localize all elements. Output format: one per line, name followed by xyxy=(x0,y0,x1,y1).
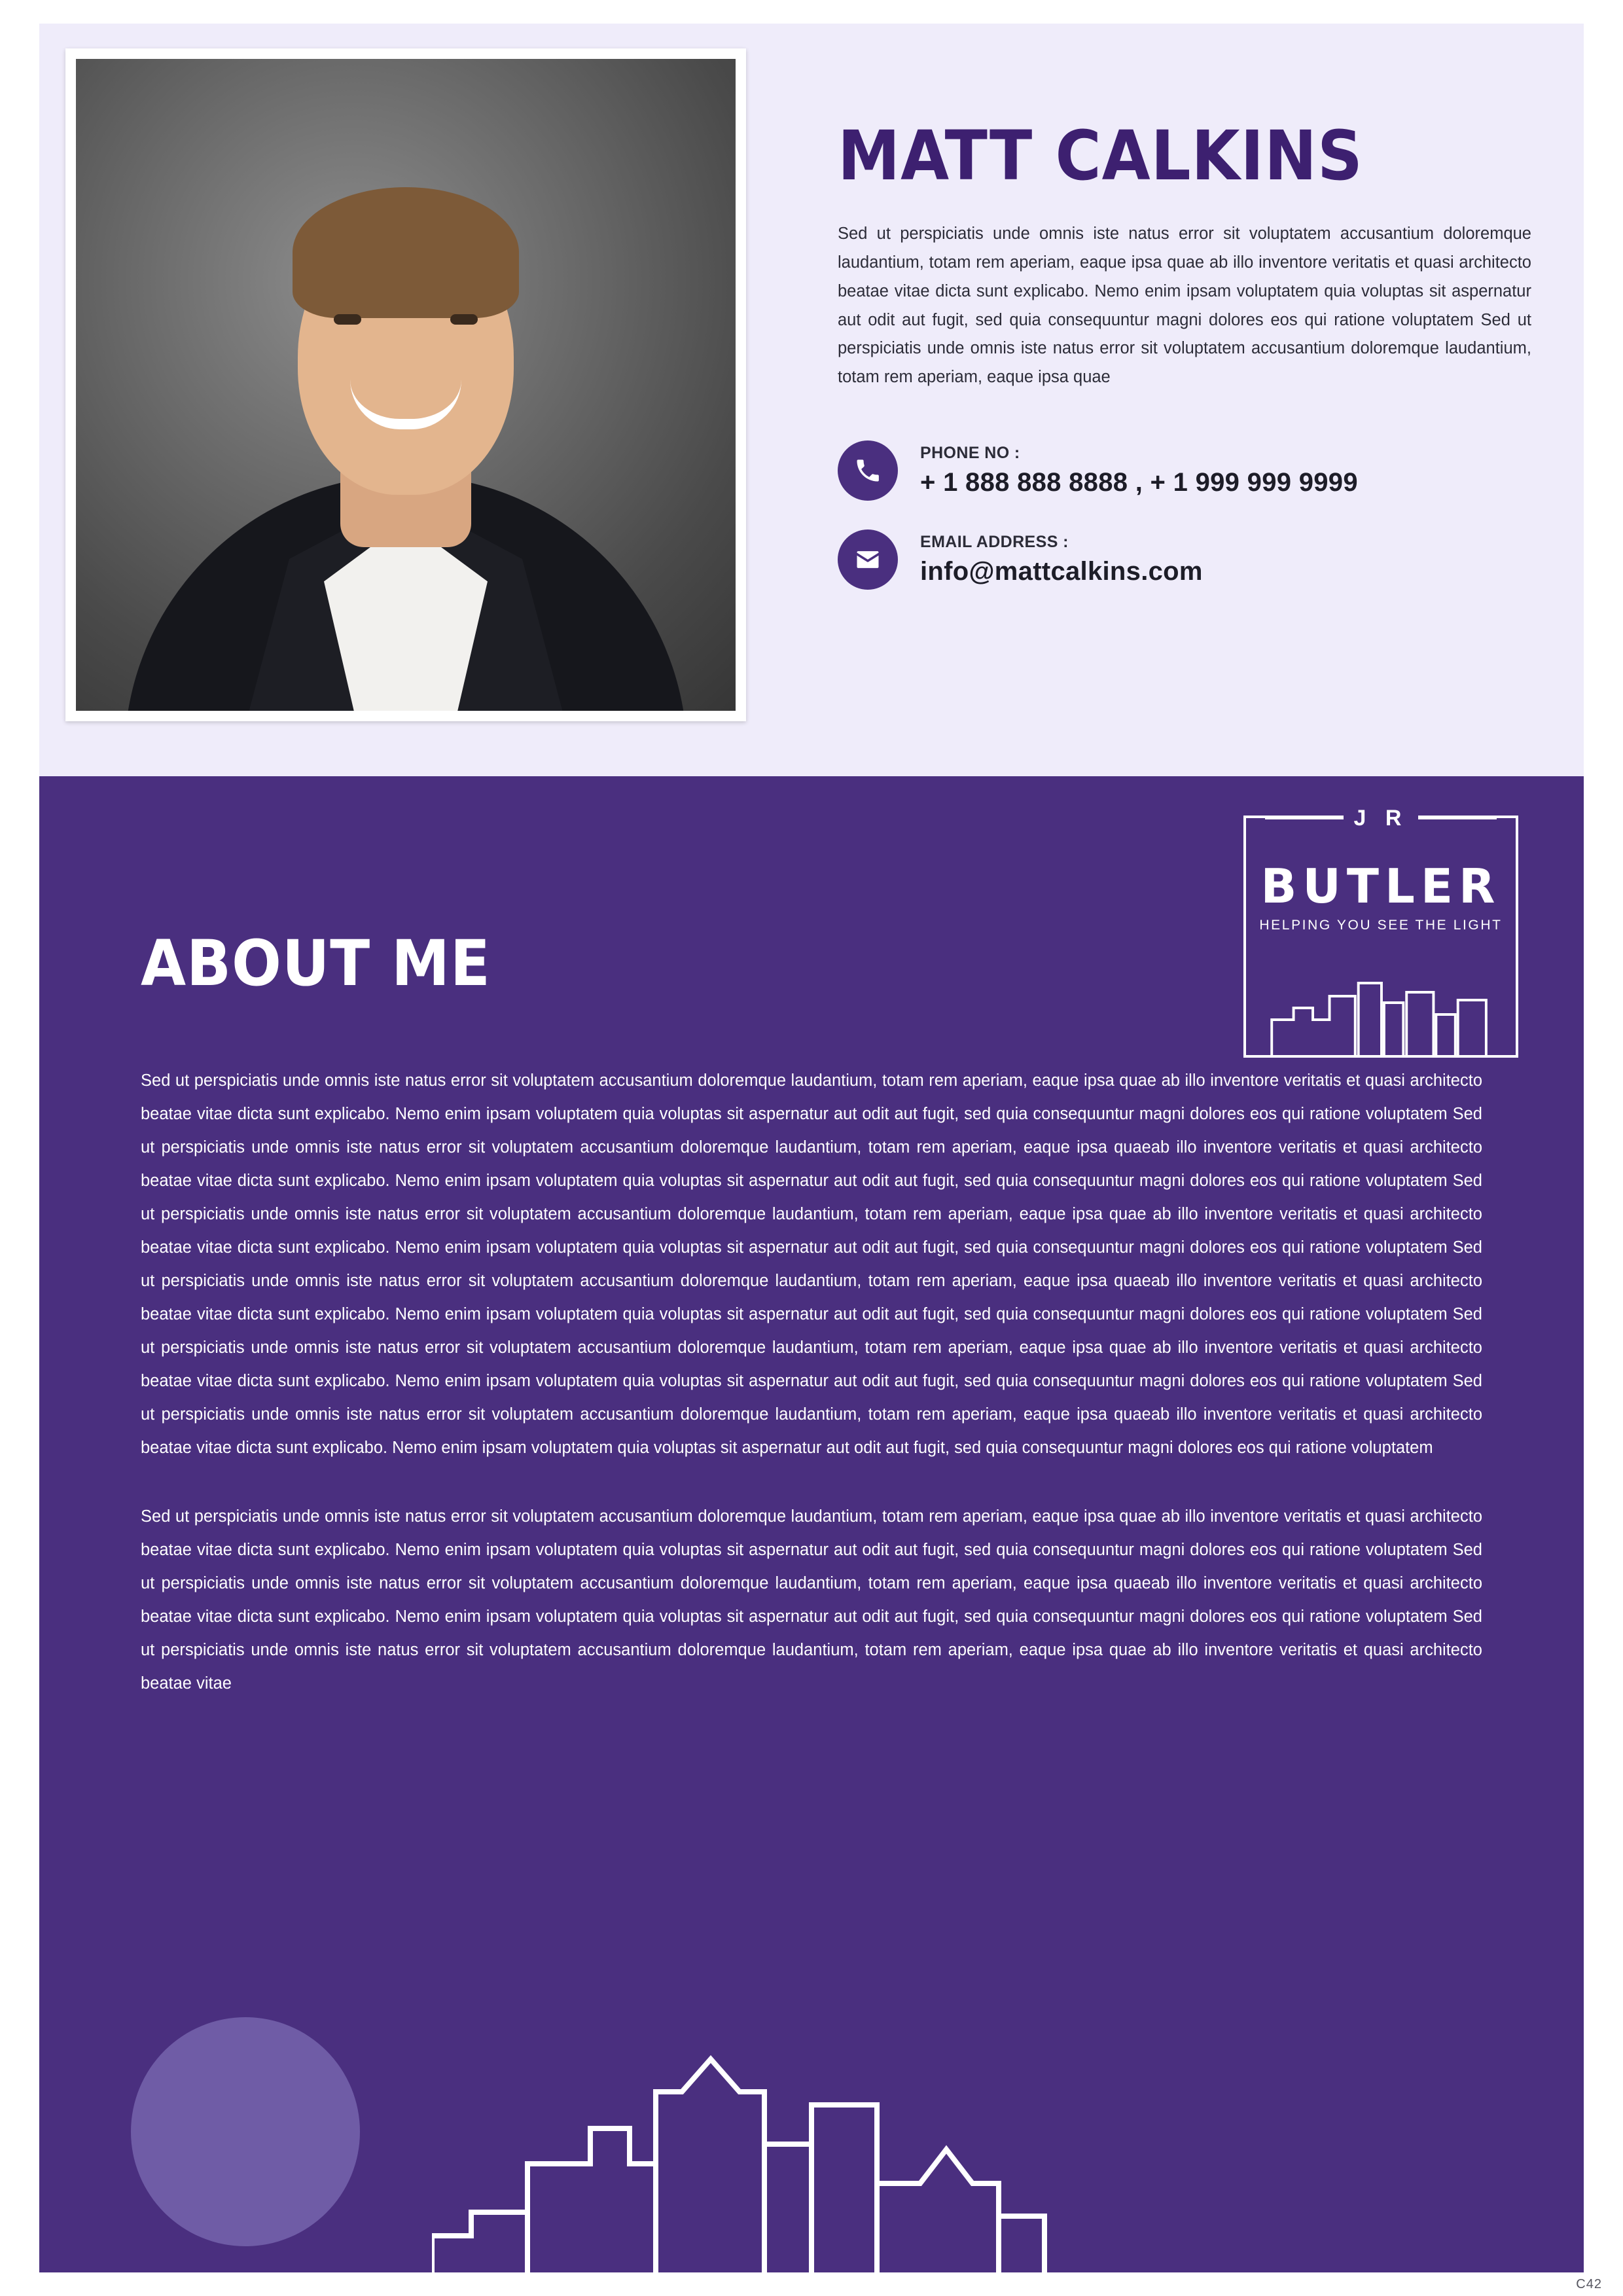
intro-paragraph: Sed ut perspiciatis unde omnis iste natus error sit voluptatem accusantium doloremque laudantium, totam rem aperiam, eaque ipsa quae ab illo inventore veritatis et quasi architecto beatae vitae dicta sunt explicabo. Nemo enim ipsam voluptatem quia voluptas sit aspernatur aut odit aut fugit, sed quia consequuntur magni dolores eos qui ratione voluptatem Sed ut perspiciatis unde omnis iste natus error sit voluptatem accusantium doloremque laudantium, totam rem aperiam, eaque ipsa quae xyxy=(838,224,1531,387)
portrait-eye-right xyxy=(450,314,478,325)
about-section xyxy=(39,776,1584,2272)
contact-text-phone xyxy=(920,444,1358,497)
contact-label-email: EMAIL ADDRESS : xyxy=(920,533,1069,552)
header-panel xyxy=(39,24,1584,776)
logo-bar-right xyxy=(1418,817,1497,819)
circle-decoration xyxy=(131,2017,360,2246)
about-paragraph-2: Sed ut perspiciatis unde omnis iste natus error sit voluptatem accusantium doloremque laudantium, totam rem aperiam, eaque ipsa quae ab illo inventore veritatis et quasi architecto beatae vitae dicta sunt explicabo. Nemo enim ipsam voluptatem quia voluptas sit aspernatur aut odit aut fugit, sed quia consequuntur magni dolores eos qui ratione voluptatem Sed ut perspiciatis unde omnis iste natus error sit voluptatem accusantium doloremque laudantium, totam rem aperiam, eaque ipsa quaeab illo inventore veritatis et quasi architecto beatae vitae dicta sunt explicabo. Nemo enim ipsam voluptatem quia voluptas sit aspernatur aut odit aut fugit, sed quia consequuntur magni dolores eos qui ratione voluptatem Sed ut perspiciatis unde omnis iste natus error sit voluptatem accusantium doloremque laudantium, totam rem aperiam, eaque ipsa quae ab illo inventore veritatis et quasi architecto beatae vitae xyxy=(141,1507,1482,1693)
envelope-icon xyxy=(838,529,898,590)
about-body xyxy=(141,1064,1482,1736)
about-paragraph-1: Sed ut perspiciatis unde omnis iste natus error sit voluptatem accusantium doloremque laudantium, totam rem aperiam, eaque ipsa quae ab illo inventore veritatis et quasi architecto beatae vitae dicta sunt explicabo. Nemo enim ipsam voluptatem quia voluptas sit aspernatur aut odit aut fugit, sed quia consequuntur magni dolores eos qui ratione voluptatem Sed ut perspiciatis unde omnis iste natus error sit voluptatem accusantium doloremque laudantium, totam rem aperiam, eaque ipsa quaeab illo inventore veritatis et quasi architecto beatae vitae dicta sunt explicabo. Nemo enim ipsam voluptatem quia voluptas sit aspernatur aut odit aut fugit, sed quia consequuntur magni dolores eos qui ratione voluptatem Sed ut perspiciatis unde omnis iste natus error sit voluptatem accusantium doloremque laudantium, totam rem aperiam, eaque ipsa quae ab illo inventore veritatis et quasi architecto beatae vitae dicta sunt explicabo. Nemo enim ipsam voluptatem quia voluptas sit aspernatur aut odit aut fugit, sed quia consequuntur magni dolores eos qui ratione voluptatem Sed ut perspiciatis unde omnis iste natus error sit voluptatem accusantium doloremque laudantium, totam rem aperiam, eaque ipsa quaeab illo inventore veritatis et quasi architecto beatae vitae dicta sunt explicabo. Nemo enim ipsam voluptatem quia voluptas sit aspernatur aut odit aut fugit, sed quia consequuntur magni dolores eos qui ratione voluptatem Sed ut perspiciatis unde omnis iste natus error sit voluptatem accusantium doloremque laudantium, totam rem aperiam, eaque ipsa quae ab illo inventore veritatis et quasi architecto beatae vitae dicta sunt explicabo. Nemo enim ipsam voluptatem quia voluptas sit aspernatur aut odit aut fugit, sed quia consequuntur magni dolores eos qui ratione voluptatem Sed ut perspiciatis unde omnis iste natus error sit voluptatem accusantium doloremque laudantium, totam rem aperiam, eaque ipsa quaeab illo inventore veritatis et quasi architecto beatae vitae dicta sunt explicabo. Nemo enim ipsam voluptatem quia voluptas sit aspernatur aut odit aut fugit, sed quia consequuntur magni dolores eos qui ratione voluptatem xyxy=(141,1071,1482,1457)
portrait-eye-left xyxy=(334,314,361,325)
portrait-photo xyxy=(76,59,736,711)
page-frame xyxy=(39,24,1584,2272)
skyline-decoration-icon xyxy=(432,1948,1217,2275)
logo-skyline-icon xyxy=(1246,957,1516,1055)
logo-bar-left xyxy=(1265,817,1344,819)
portrait-hair xyxy=(293,187,519,318)
contact-value-email[interactable]: info@mattcalkins.com xyxy=(920,557,1203,586)
portrait-frame xyxy=(65,48,746,721)
logo-top-row xyxy=(1246,806,1516,831)
contact-block xyxy=(838,440,1531,590)
contact-row-email xyxy=(838,529,1531,590)
header-text-column xyxy=(838,116,1531,619)
logo-name: BUTLER xyxy=(1260,859,1501,914)
page-code: C42 xyxy=(1576,2277,1602,2291)
contact-text-email xyxy=(920,533,1203,586)
butler-logo xyxy=(1243,806,1518,1058)
contact-row-phone xyxy=(838,440,1531,501)
contact-value-phone[interactable]: + 1 888 888 8888 , + 1 999 999 9999 xyxy=(920,468,1358,497)
contact-label-phone: PHONE NO : xyxy=(920,444,1020,463)
person-name: MATT CALKINS xyxy=(838,116,1363,196)
about-title: ABOUT ME xyxy=(141,927,491,1000)
phone-icon xyxy=(838,440,898,501)
logo-tagline: HELPING YOU SEE THE LIGHT xyxy=(1259,918,1503,933)
logo-initials: J R xyxy=(1344,806,1419,831)
